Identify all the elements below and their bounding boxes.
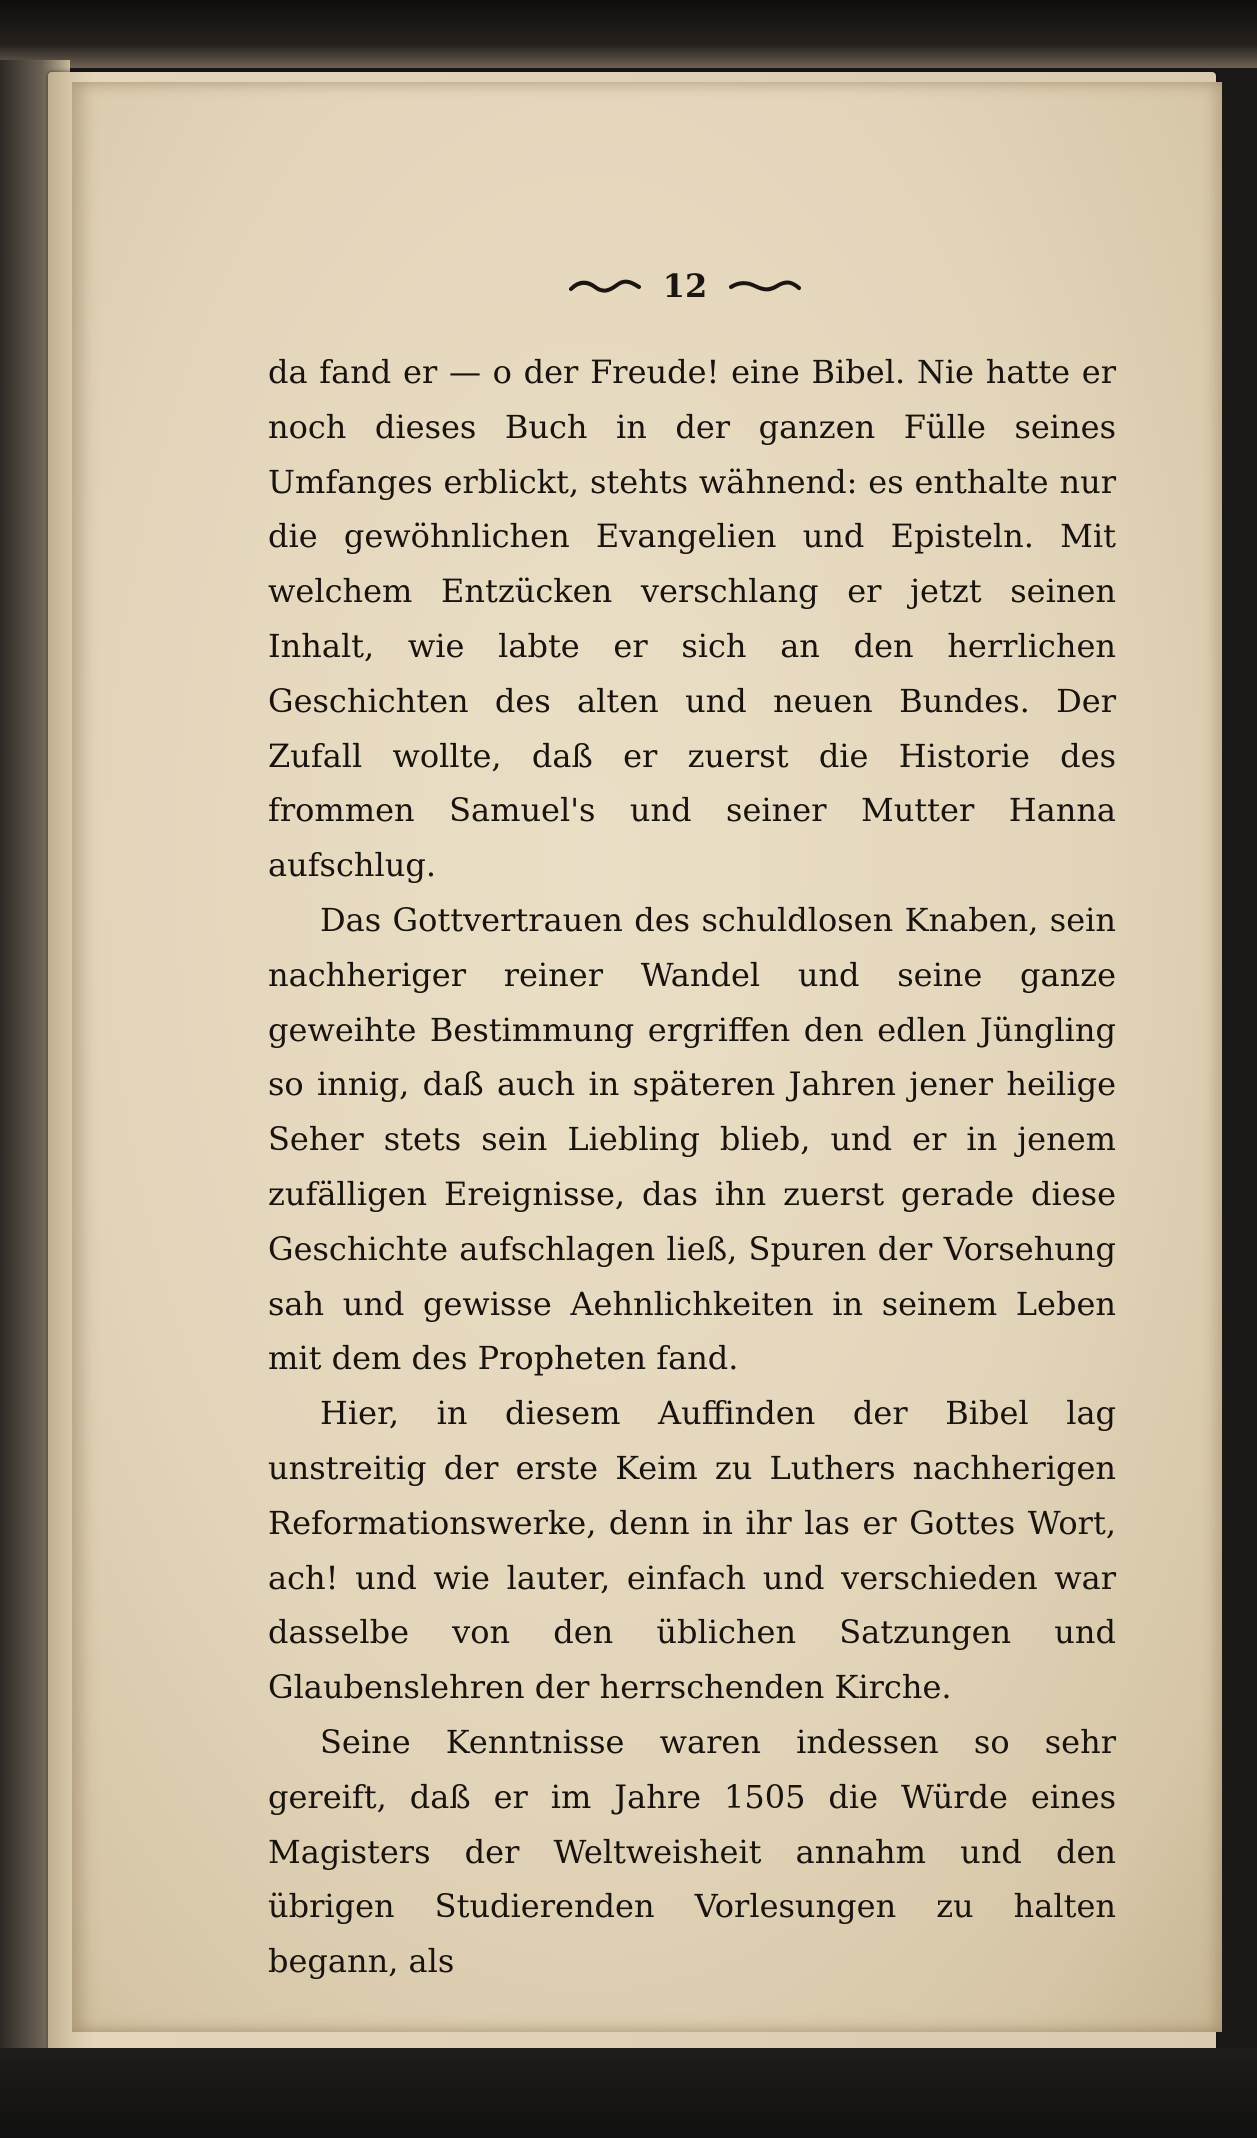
wave-ornament-right-icon <box>729 278 801 294</box>
paragraph-2: Das Gottvertrauen des schuldlosen Knaben, sein nachheriger reiner Wandel und seine ganze geweihte Bestimmung ergriffen den edlen Jüngling so innig, daß auch in späteren Jahren jener heilige Seher stets sein Liebling blieb, und er in jenem zufälligen Ereignisse, das ihn zuerst gerade diese Geschichte aufschlagen ließ, Spuren der Vorsehung sah und gewisse Aehnlichkeiten in seinem Leben mit dem des Propheten fand. <box>268 900 1116 1378</box>
page-header <box>540 262 830 310</box>
book-bottom-edge <box>0 2048 1257 2138</box>
paragraph-3: Hier, in diesem Auffinden der Bibel lag unstreitig der erste Keim zu Luthers nachherigen Reformationswerke, denn in ihr las er Gottes Wort, ach! und wie lauter, einfach und verschieden war dasselbe von den üblichen Satzungen und Glaubenslehren der herrschenden Kirche. <box>268 1394 1116 1707</box>
body-text <box>268 345 1116 1989</box>
paragraph-1: da fand er — o der Freude! eine Bibel. Nie hatte er noch dieses Buch in der ganzen Fülle seines Umfanges erblickt, stehts wähnend: es enthalte nur die gewöhnlichen Evangelien und Episteln. Mit welchem Entzücken verschlang er jetzt seinen Inhalt, wie labte er sich an den herrlichen Geschichten des alten und neuen Bundes. Der Zufall wollte, daß er zuerst die Historie des frommen Samuel's und seiner Mutter Hanna aufschlug. <box>268 353 1116 885</box>
book-top-edge <box>0 0 1257 68</box>
page-number: 12 <box>662 267 708 305</box>
paragraph-4: Seine Kenntnisse waren indessen so sehr gereift, daß er im Jahre 1505 die Würde eines Magisters der Weltweisheit annahm und den übrigen Studierenden Vorlesungen zu halten begann, als <box>268 1722 1116 1981</box>
wave-ornament-left-icon <box>569 278 641 294</box>
